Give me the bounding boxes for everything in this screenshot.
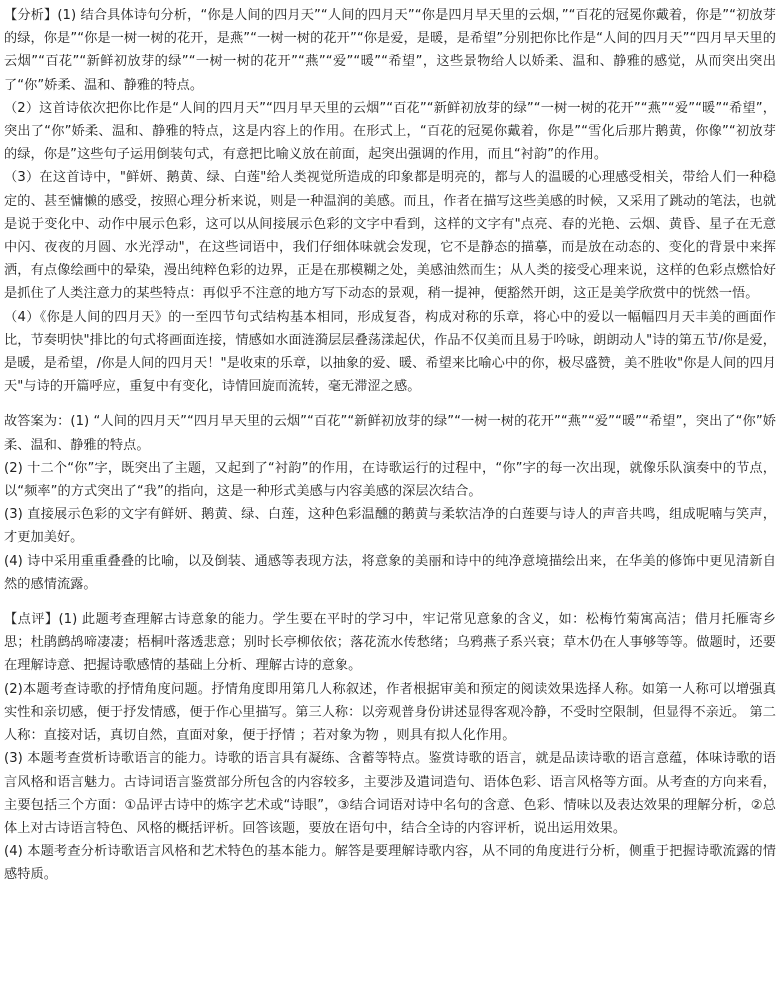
comment-paragraph-4: (4) 本题考查分析诗歌语言风格和艺术特色的基本能力。解答是要理解诗歌内容，从不同的角度进行分析，侧重于把握诗歌流露的情感特质。 [4,844,776,883]
answer-section [4,410,776,596]
comment-section [4,608,776,886]
analysis-paragraph-1: 【分析】(1) 结合具体诗句分析，“你是人间的四月天”“人间的四月天”“你是四月早天里的云烟，”“百花的冠冕你戴着，你是”“初放芽的绿，你是”“你是一树一树的花开，是燕”“一树一树的花开”“你是爱，是暖，是希望”分别把你比作是“人间的四月天”“四月早天里的云烟”“百花”“新鲜初放芽的绿”“一树一树的花开”“燕”“爱”“暖”“希望”，这些景物给人以娇柔、温和、静雅的感觉，从而突出突出了“你”娇柔、温和、静雅的特点。 [4,8,776,93]
analysis-paragraph-3: （3）在这首诗中，"鲜妍、鹅黄、绿、白莲"给人类视觉所造成的印象都是明亮的，都与人的温暖的心理感受相关，带给人们一种稳定的、甚至慵懒的感受，按照心理分析来说，则是一种温润的美感。而且，作者在描写这些美感的时候，又采用了跳动的笔法，也就是说于变化中、动作中展示色彩，这可以从间接展示色彩的文字中看到，这样的文字有"点亮、春的光艳、云烟、黄昏、星子在无意中闪、夜夜的月圆、水光浮动"，在这些词语中，我们仔细体味就会发现，它不是静态的描摹，而是放在动态的、变化的背景中来挥洒，有点像绘画中的晕染，漫出纯粹色彩的边界，正是在那模糊之处，美感油然而生；从人类的接受心理来说，这样的色彩点燃恰好是抓住了人类注意力的某些特点：再似乎不注意的地方写下动态的景观，稍一提神，便豁然开朗，这正是美学欣赏中的恍然一悟。 [4,170,776,302]
comment-paragraph-3: (3) 本题考查赏析诗歌语言的能力。诗歌的语言具有凝练、含蓄等特点。鉴赏诗歌的语言，就是品读诗歌的语言意蕴，体味诗歌的语言风格和语言魅力。古诗词语言鉴赏部分所包含的内容较多，主要涉及遣词造句、语体色彩、语言风格等方面。从考查的方向来看，主要包括三个方面：①品评古诗中的炼字艺术或“诗眼”，③结合词语对诗中名句的含意、色彩、情味以及表达效果的理解分析，②总体上对古诗语言特色、风格的概括评析。回答该题，要放在语句中，结合全诗的内容评析，说出运用效果。 [4,751,776,836]
answer-paragraph-4: (4) 诗中采用重重叠叠的比喻，以及倒装、通感等表现方法，将意象的美丽和诗中的纯净意境描绘出来，在华美的修饰中更见清新自然的感情流露。 [4,553,776,592]
answer-paragraph-1: 故答案为：(1) “人间的四月天”“四月早天里的云烟”“百花”“新鲜初放芽的绿”“一树一树的花开”“燕”“爱”“暖”“希望”，突出了“你”娇柔、温和、静雅的特点。 [4,414,776,453]
analysis-paragraph-2: （2）这首诗依次把你比作是“人间的四月天”“四月早天里的云烟”“百花”“新鲜初放芽的绿”“一树一树的花开”“燕”“爱”“暖”“希望”，突出了“你”娇柔、温和、静雅的特点，这是内容上的作用。在形式上，“百花的冠冕你戴着，你是”“雪化后那片鹅黄，你像”“初放芽的绿，你是”这些句子运用倒装句式，有意把比喻义放在前面，起突出强调的作用，而且“衬韵”的作用。 [4,100,776,163]
comment-paragraph-2: (2)本题考查诗歌的抒情角度问题。抒情角度即用第几人称叙述，作者根据审美和预定的阅读效果选择人称。如第一人称可以增强真实性和亲切感，便于抒发情感，便于作心里描写。第三人称：以旁观普身份讲述显得客观冷静，不受时空限制，但显得不亲近。 第二人称：直接对话，真切自然，直面对象，便于抒情 ；若对象为物 ，则具有拟人化作用。 [4,681,777,744]
analysis-section [4,4,776,398]
answer-paragraph-2: (2) 十二个“你”字，既突出了主题，又起到了“衬韵”的作用，在诗歌运行的过程中，“你”字的每一次出现，就像乐队演奏中的节点，以“频率”的方式突出了“我”的指向，这是一种形式美感与内容美感的深层次结合。 [4,460,776,500]
answer-paragraph-3: (3) 直接展示色彩的文字有鲜妍、鹅黄、绿、白莲，这种色彩温醺的鹅黄与柔软洁净的白莲要与诗人的声音共鸣，组成呢喃与笑声，才更加美好。 [4,507,776,546]
comment-paragraph-1: 【点评】(1) 此题考查理解古诗意象的能力。学生要在平时的学习中，牢记常见意象的含义，如：松梅竹菊寓高洁；借月托雁寄乡思；杜鹃鹧鸪啼凄凄；梧桐叶落透悲意；别时长亭柳依依；落花流水传愁绪；乌鸦燕子系兴衰；草木仍在人事够等等。做题时，还要在理解诗意、把握诗歌感情的基础上分析、理解古诗的意象。 [4,612,776,674]
analysis-paragraph-4: （4）《你是人间的四月天》的一至四节句式结构基本相同，形成复沓，构成对称的乐章，将心中的爱以一幅幅四月天丰美的画面作比，节奏明快"排比的句式将画面连接，情感如水面涟漪层层叠荡漾起伏，作品不仅美而且易于吟咏，朗朗动人"诗的第五节/你是爱，是暖，是希望，/你是人间的四月天！"是收束的乐章，以抽象的爱、暖、希望来比喻心中的你，极尽盛赞，美不胜收"你是人间的四月天"与诗的开篇呼应，重复中有变化，诗情回旋而流转，毫无滞涩之感。 [4,309,776,395]
